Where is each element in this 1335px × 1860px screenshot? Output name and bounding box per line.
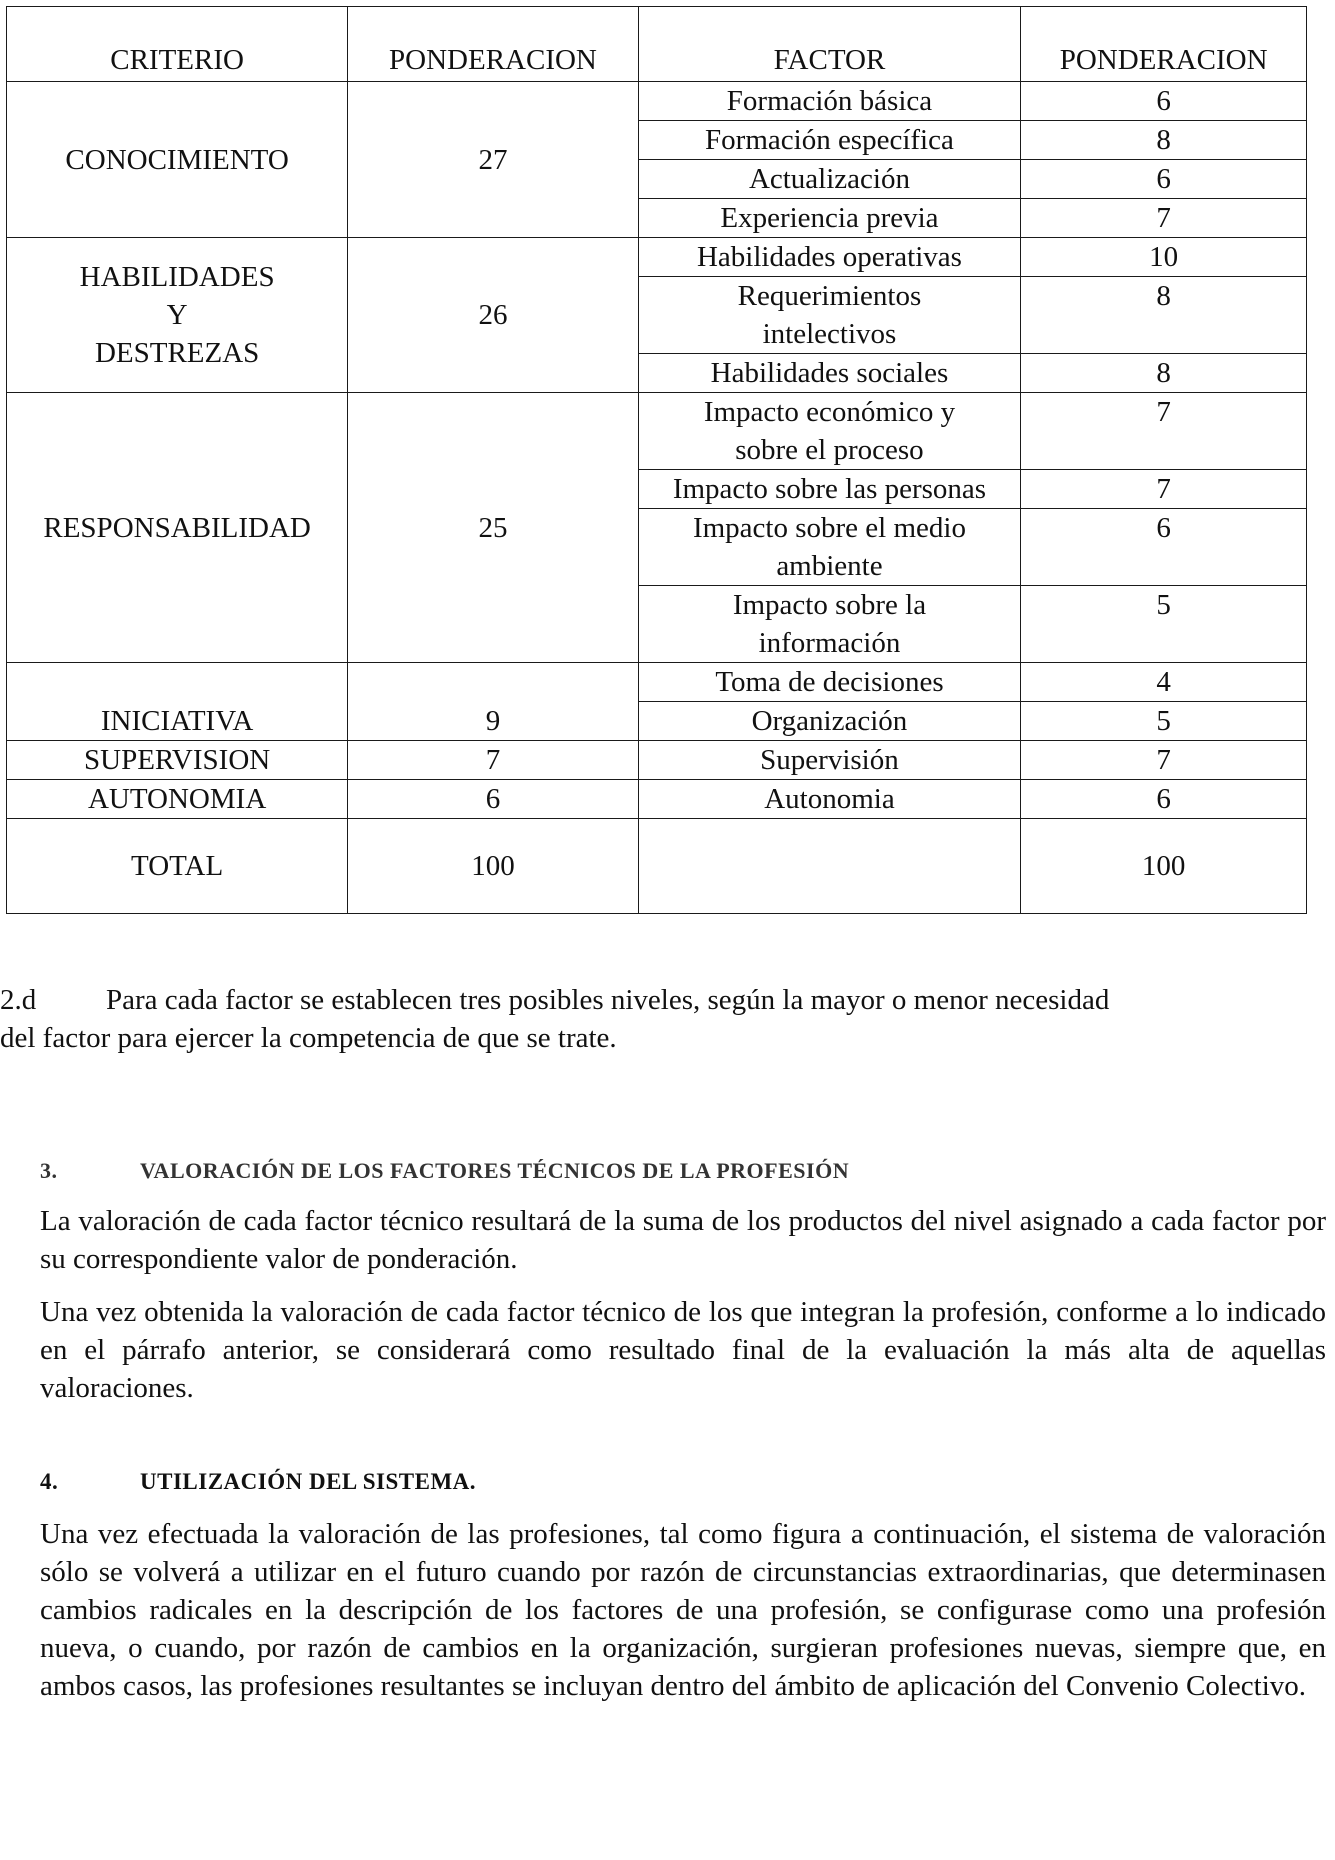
factor-cell: [638, 393, 1021, 470]
factor-cell: Toma de decisiones: [638, 663, 1021, 702]
table-row: [7, 663, 1307, 702]
factor-cell: [638, 509, 1021, 586]
factor-weight-cell: 7: [1021, 199, 1307, 238]
factor-line: Impacto económico y: [703, 396, 956, 428]
header-ponderacion-factor: PONDERACION: [1021, 7, 1307, 82]
factor-cell: [638, 277, 1021, 354]
total-factor-cell: [638, 819, 1021, 914]
table-header-row: [7, 7, 1307, 82]
paragraph-2d: [0, 981, 1326, 1057]
ponderacion-table: [6, 6, 1307, 914]
section-4-title: UTILIZACIÓN DEL SISTEMA.: [140, 1469, 477, 1494]
factor-weight-cell: 7: [1021, 741, 1307, 780]
table-row: [7, 780, 1307, 819]
criterio-weight-cell: 27: [348, 82, 638, 238]
table-row: [7, 741, 1307, 780]
factor-weight-cell: 8: [1021, 121, 1307, 160]
factor-weight-cell: 10: [1021, 238, 1307, 277]
factor-weight-cell: 5: [1021, 586, 1307, 663]
factor-cell: Impacto sobre las personas: [638, 470, 1021, 509]
paragraph-2d-text: Para cada factor se establecen tres posibles niveles, según la mayor o menor necesidad: [106, 984, 1110, 1016]
factor-cell: Organización: [638, 702, 1021, 741]
factor-line: Impacto sobre el medio: [692, 512, 966, 544]
factor-line: Requerimientos: [737, 280, 922, 312]
section-3-heading: [40, 1158, 849, 1184]
factor-cell: Habilidades sociales: [638, 354, 1021, 393]
criterio-cell: AUTONOMIA: [7, 780, 348, 819]
criterio-line: HABILIDADES: [79, 261, 275, 293]
table-row: [7, 238, 1307, 277]
factor-cell: Experiencia previa: [638, 199, 1021, 238]
factor-weight-cell: 8: [1021, 277, 1307, 354]
paragraph-2d-line1: [0, 981, 1326, 1019]
header-factor: FACTOR: [638, 7, 1021, 82]
table-row: [7, 82, 1307, 121]
factor-weight-cell: 6: [1021, 160, 1307, 199]
criterio-cell: [7, 238, 348, 393]
total-label: TOTAL: [7, 819, 348, 914]
criterio-weight-cell: 9: [348, 663, 638, 741]
factor-line: Impacto sobre la: [732, 589, 927, 621]
criterio-weight-cell: 7: [348, 741, 638, 780]
factor-weight-cell: 6: [1021, 780, 1307, 819]
section-3-number: 3.: [40, 1158, 58, 1183]
factor-line: información: [758, 627, 901, 659]
criterio-cell: RESPONSABILIDAD: [7, 393, 348, 663]
header-ponderacion-criterio: PONDERACION: [348, 7, 638, 82]
paragraph-2d-number: 2.d: [0, 984, 37, 1016]
section-4-number: 4.: [40, 1469, 59, 1494]
factor-cell: [638, 586, 1021, 663]
section-4-heading: [40, 1469, 476, 1495]
criterio-line: Y: [166, 299, 188, 331]
table-row: [7, 393, 1307, 470]
factor-weight-cell: 7: [1021, 393, 1307, 470]
header-criterio: CRITERIO: [7, 7, 348, 82]
factor-cell: Habilidades operativas: [638, 238, 1021, 277]
section-3-title: VALORACIÓN DE LOS FACTORES TÉCNICOS DE LA PROFESIÓN: [140, 1158, 850, 1183]
criterio-cell: CONOCIMIENTO: [7, 82, 348, 238]
factor-cell: Formación básica: [638, 82, 1021, 121]
factor-weight-cell: 8: [1021, 354, 1307, 393]
paragraph-2d-line2: del factor para ejercer la competencia de que se trate.: [0, 1022, 617, 1054]
factor-cell: Formación específica: [638, 121, 1021, 160]
factor-weight-cell: 5: [1021, 702, 1307, 741]
factor-weight-cell: 7: [1021, 470, 1307, 509]
factor-cell: Autonomia: [638, 780, 1021, 819]
factor-weight-cell: 4: [1021, 663, 1307, 702]
total-row: [7, 819, 1307, 914]
factor-cell: Actualización: [638, 160, 1021, 199]
criterio-cell: SUPERVISION: [7, 741, 348, 780]
factor-weight-cell: 6: [1021, 509, 1307, 586]
criterio-weight-cell: 26: [348, 238, 638, 393]
total-criterio-weight: 100: [348, 819, 638, 914]
section-3-paragraph-2: Una vez obtenida la valoración de cada factor técnico de los que integran la profesión, conforme a lo indicado en el párrafo anterior, se considerará como resultado final de la evaluación la más alta de aquellas valoraciones.: [40, 1296, 1326, 1404]
factor-cell: Supervisión: [638, 741, 1021, 780]
factor-line: ambiente: [776, 550, 883, 582]
criterio-weight-cell: 6: [348, 780, 638, 819]
criterio-line: DESTREZAS: [94, 337, 260, 369]
criterio-cell: INICIATIVA: [7, 663, 348, 741]
factor-weight-cell: 6: [1021, 82, 1307, 121]
criterio-weight-cell: 25: [348, 393, 638, 663]
total-factor-weight: 100: [1021, 819, 1307, 914]
factor-line: intelectivos: [762, 318, 897, 350]
section-3-paragraph-1: La valoración de cada factor técnico resultará de la suma de los productos del nivel asignado a cada factor por su correspondiente valor de ponderación.: [40, 1205, 1326, 1275]
factor-line: sobre el proceso: [735, 434, 924, 466]
section-4-paragraph-1: Una vez efectuada la valoración de las profesiones, tal como figura a continuación, el sistema de valoración sólo se volverá a utilizar en el futuro cuando por razón de circunstancias extraordinarias, que determinasen cambios radicales en la descripción de los factores de una profesión, se configurase como una profesión nueva, o cuando, por razón de cambios en la organización, surgieran profesiones nuevas, siempre que, en ambos casos, las profesiones resultantes se incluyan dentro del ámbito de aplicación del Convenio Colectivo.: [40, 1518, 1326, 1702]
